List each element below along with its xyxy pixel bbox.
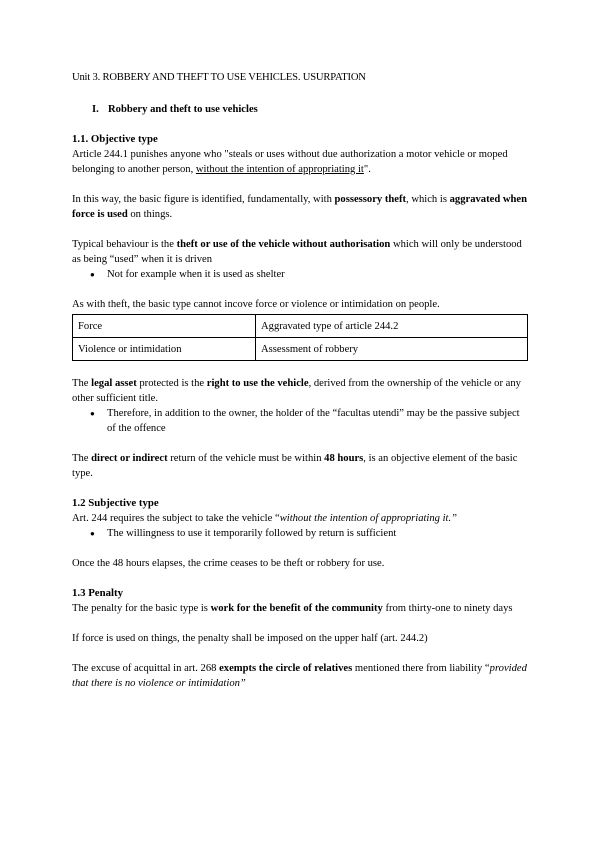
- bold-text: direct or indirect: [91, 453, 168, 464]
- document-title: Unit 3. ROBBERY AND THEFT TO USE VEHICLES. USURPATION: [72, 72, 366, 83]
- text-run: Typical behaviour is the: [72, 239, 177, 250]
- paragraph-article-244-1: [72, 147, 528, 177]
- bold-text: aggravated when force is used: [72, 194, 527, 220]
- table-cell: Violence or intimidation: [73, 338, 256, 361]
- text-run: , derived from the ownership of the vehicle or any other sufficient title.: [72, 378, 521, 404]
- bold-text: theft or use of the vehicle without authorisation: [176, 239, 391, 250]
- bold-text: legal asset: [91, 378, 137, 389]
- text-run: Article 244.1 punishes anyone who "steals or uses without due authorization a motor vehicle or moped belonging to another person,: [72, 149, 508, 175]
- table-row: [73, 338, 528, 361]
- text-run: In this way, the basic figure is identified, fundamentally, with: [72, 194, 335, 205]
- italic-text: provided that there is no violence or intimidation”: [72, 663, 527, 689]
- list-item-text: Therefore, in addition to the owner, the holder of the “facultas utendi” may be the passive subject of the offence: [107, 408, 520, 434]
- paragraph-art-244-requires: [72, 511, 528, 526]
- italic-text: without the intention of appropriating it.”: [279, 513, 458, 524]
- section-label: Robbery and theft to use vehicles: [108, 104, 258, 115]
- list-item-text: The willingness to use it temporarily followed by return is sufficient: [107, 528, 397, 539]
- paragraph-basic-figure: [72, 192, 528, 222]
- heading-subjective-type: 1.2 Subjective type: [72, 497, 159, 509]
- text-run: Art. 244 requires the subject to take the vehicle “: [72, 513, 280, 524]
- list-item: [72, 267, 528, 282]
- paragraph-legal-asset: [72, 376, 528, 406]
- text-run: return of the vehicle must be within: [167, 453, 325, 464]
- bullet-icon: ●: [90, 270, 95, 279]
- text-run: ".: [363, 164, 371, 175]
- text-run: The excuse of acquittal in art. 268: [72, 663, 220, 674]
- text-run: , is an objective element of the basic type.: [72, 453, 518, 479]
- text-run: protected is the: [136, 378, 207, 389]
- bold-text: exempts the circle of relatives: [219, 663, 353, 674]
- bold-text: right to use the vehicle: [206, 378, 309, 389]
- paragraph-typical-behaviour: [72, 237, 528, 267]
- bullet-icon: ●: [90, 529, 95, 538]
- bold-text: possessory theft: [334, 194, 407, 205]
- section-heading: [72, 102, 528, 117]
- text-run: from thirty-one to ninety days: [382, 603, 513, 614]
- list-item-text: Not for example when it is used as shelter: [107, 269, 285, 280]
- underlined-text: without the intention of appropriating it: [195, 164, 364, 175]
- paragraph-basic-type-no-force: As with theft, the basic type cannot incove force or violence or intimidation on people.: [72, 299, 440, 310]
- text-run: which will only be understood as being “used” when it is driven: [72, 239, 522, 265]
- table-row: [73, 315, 528, 338]
- text-run: , which is: [406, 194, 450, 205]
- paragraph-excuse-of-acquittal: [72, 661, 528, 691]
- bold-text: work for the benefit of the community: [210, 603, 383, 614]
- paragraph-48-hours-elapses: Once the 48 hours elapses, the crime ceases to be theft or robbery for use.: [72, 558, 385, 569]
- paragraph-force-on-things: If force is used on things, the penalty shall be imposed on the upper half (art. 244.2): [72, 633, 428, 644]
- text-run: The penalty for the basic type is: [72, 603, 211, 614]
- list-item: [72, 526, 528, 541]
- heading-objective-type: 1.1. Objective type: [72, 133, 158, 145]
- table-cell: Aggravated type of article 244.2: [256, 315, 528, 338]
- bold-text: 48 hours: [324, 453, 364, 464]
- list-item: [72, 406, 528, 436]
- text-run: mentioned there from liability “: [352, 663, 490, 674]
- paragraph-penalty-basic-type: [72, 601, 528, 616]
- paragraph-return-48-hours: [72, 451, 528, 481]
- document-page: [72, 70, 528, 691]
- heading-penalty: 1.3 Penalty: [72, 587, 123, 599]
- bullet-icon: ●: [90, 409, 95, 418]
- table-cell: Assessment of robbery: [256, 338, 528, 361]
- text-run: The: [72, 378, 92, 389]
- text-run: The: [72, 453, 92, 464]
- comparison-table: [72, 314, 528, 361]
- section-number: I.: [92, 104, 99, 115]
- text-run: on things.: [127, 209, 173, 220]
- table-cell: Force: [73, 315, 256, 338]
